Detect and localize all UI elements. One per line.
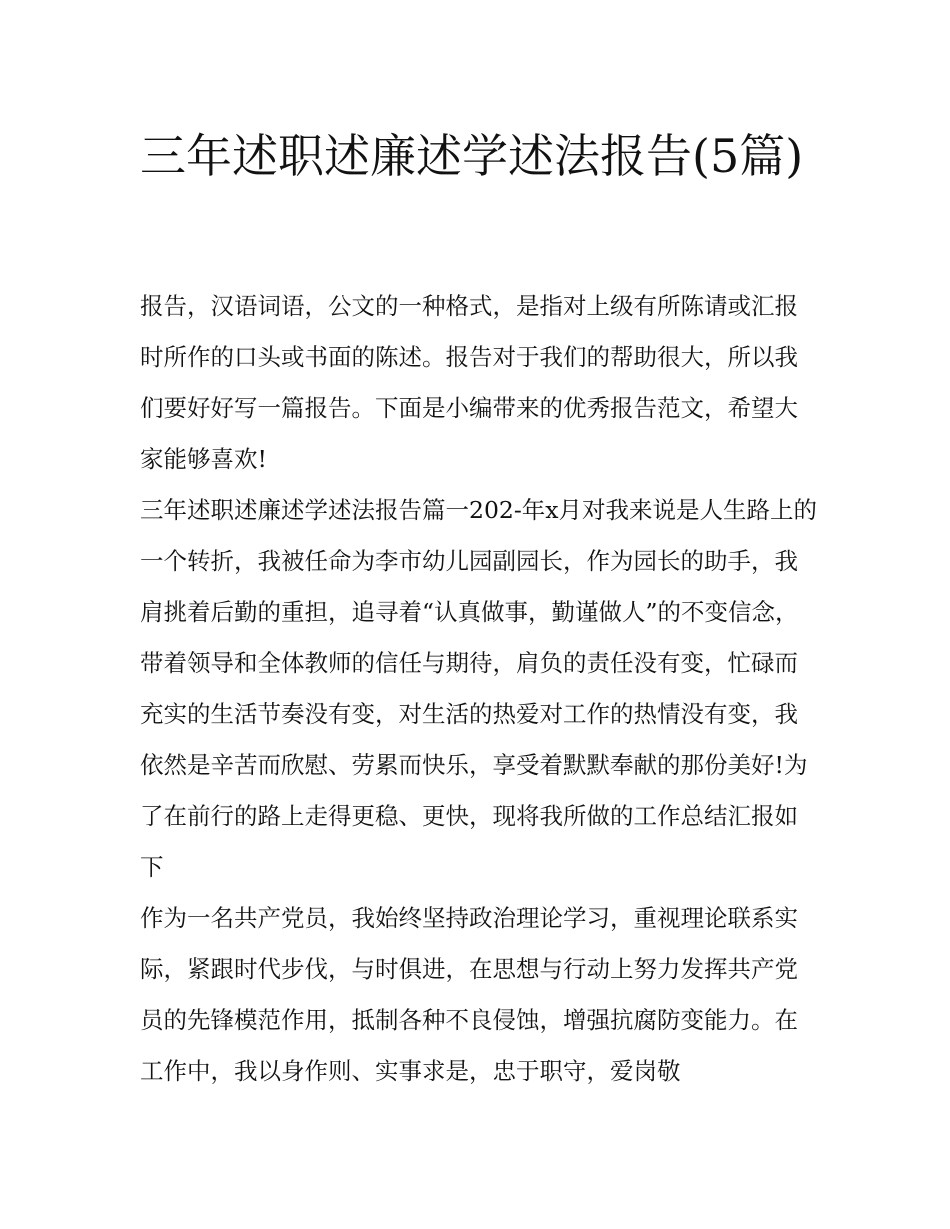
- document-title: 三年述职述廉述学述法报告(5篇): [140, 129, 804, 183]
- paragraph-party-member: 作为一名共产党员，我始终坚持政治理论学习，重视理论联系实际，紧跟时代步伐，与时俱进，在思想与行动上努力发挥共产党员的先锋模范作用，抵制各种不良侵蚀，增强抗腐防变能力。在工作中，我以身作则、实事求是，忠于职守，爱岗敬: [140, 904, 798, 1085]
- document-body: [140, 281, 820, 1097]
- paragraph-intro: 报告，汉语词语，公文的一种格式，是指对上级有所陈请或汇报时所作的口头或书面的陈述。报告对于我们的帮助很大，所以我们要好好写一篇报告。下面是小编带来的优秀报告范文，希望大家能够喜欢!: [140, 292, 798, 473]
- paragraph-report-one: 三年述职述廉述学述法报告篇一202-年x月对我来说是人生路上的一个转折，我被任命为李市幼儿园副园长，作为园长的助手，我肩挑着后勤的重担，追寻着“认真做事，勤谨做人”的不变信念，带着领导和全体教师的信任与期待，肩负的责任没有变，忙碌而充实的生活节奏没有变，对生活的热爱对工作的热情没有变，我依然是辛苦而欣慰、劳累而快乐，享受着默默奉献的那份美好!为了在前行的路上走得更稳、更快，现将我所做的工作总结汇报如下: [140, 496, 818, 881]
